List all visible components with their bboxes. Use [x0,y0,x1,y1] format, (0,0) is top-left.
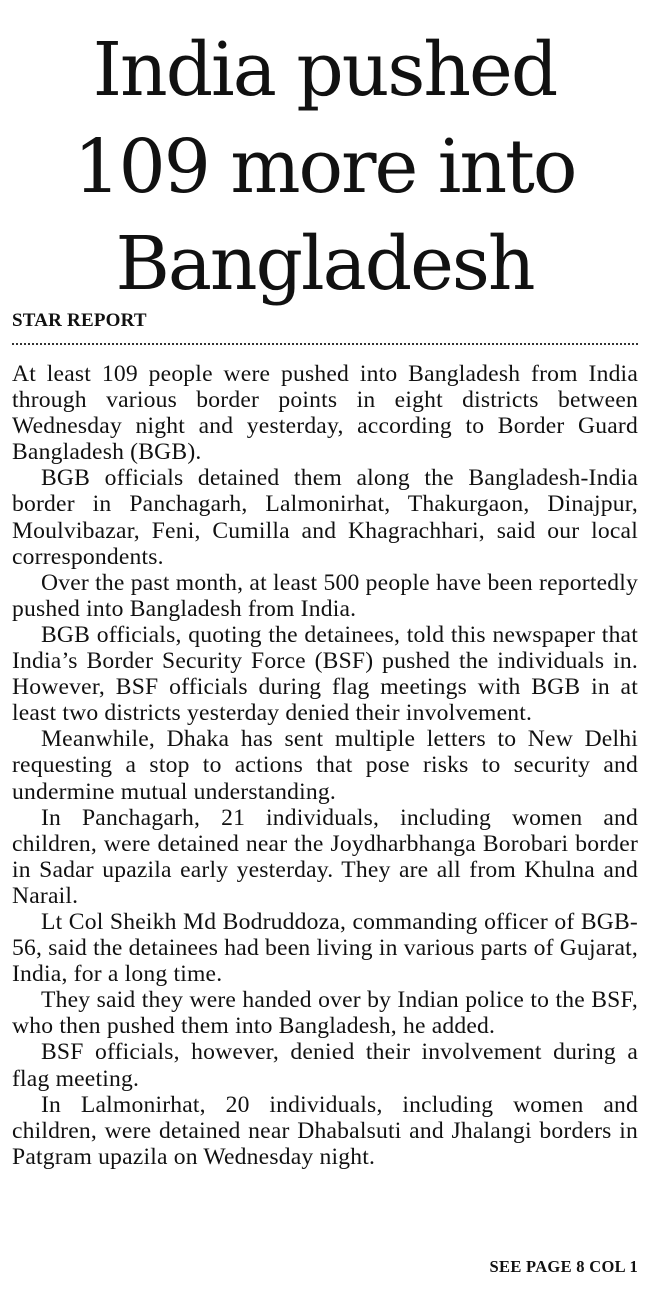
continuation-jump-line: SEE PAGE 8 COL 1 [489,1257,638,1276]
headline-line-1: India pushed [92,27,557,113]
paragraph: In Panchagarh, 21 individuals, including women and children, were detained near the Joydharbhanga Borobari border in Sadar upazila early yesterday. They are all from Khulna and Narail. [12,804,638,909]
paragraph: Meanwhile, Dhaka has sent multiple letters to New Delhi requesting a stop to actions that pose risks to security and undermine mutual understanding. [12,726,638,805]
paragraph: In Lalmonirhat, 20 individuals, including women and children, were detained near Dhabalsuti and Jhalangi borders in Patgram upazila on Wednesday night. [12,1091,638,1170]
paragraph: Over the past month, at least 500 people have been reportedly pushed into Bangladesh from India. [12,569,638,622]
headline [0,22,649,313]
paragraph: Lt Col Sheikh Md Bodruddoza, commanding officer of BGB-56, said the detainees had been living in various parts of Gujarat, India, for a long time. [12,908,639,988]
headline-line-2: 109 more into [73,124,576,210]
dotted-divider [12,343,638,345]
headline-line-3: Bangladesh [115,221,534,307]
paragraph: BSF officials, however, denied their involvement during a flag meeting. [12,1039,638,1092]
paragraph: BGB officials, quoting the detainees, told this newspaper that India’s Border Security Force (BSF) pushed the individuals in. However, BSF officials during flag meetings with BGB in at least two districts yesterday denied their involvement. [12,621,638,727]
paragraph: At least 109 people were pushed into Bangladesh from India through various border points in eight districts between Wednesday night and yesterday, according to Border Guard Bangladesh (BGB). [12,361,638,466]
byline: STAR REPORT [12,310,147,331]
paragraph: They said they were handed over by Indian police to the BSF, who then pushed them into Bangladesh, he added. [12,987,638,1040]
article-body [12,361,638,1170]
paragraph: BGB officials detained them along the Bangladesh-India border in Panchagarh, Lalmonirhat, Thakurgaon, Dinajpur, Moulvibazar, Feni, Cumilla and Khagrachhari, said our local correspondents. [12,465,638,570]
